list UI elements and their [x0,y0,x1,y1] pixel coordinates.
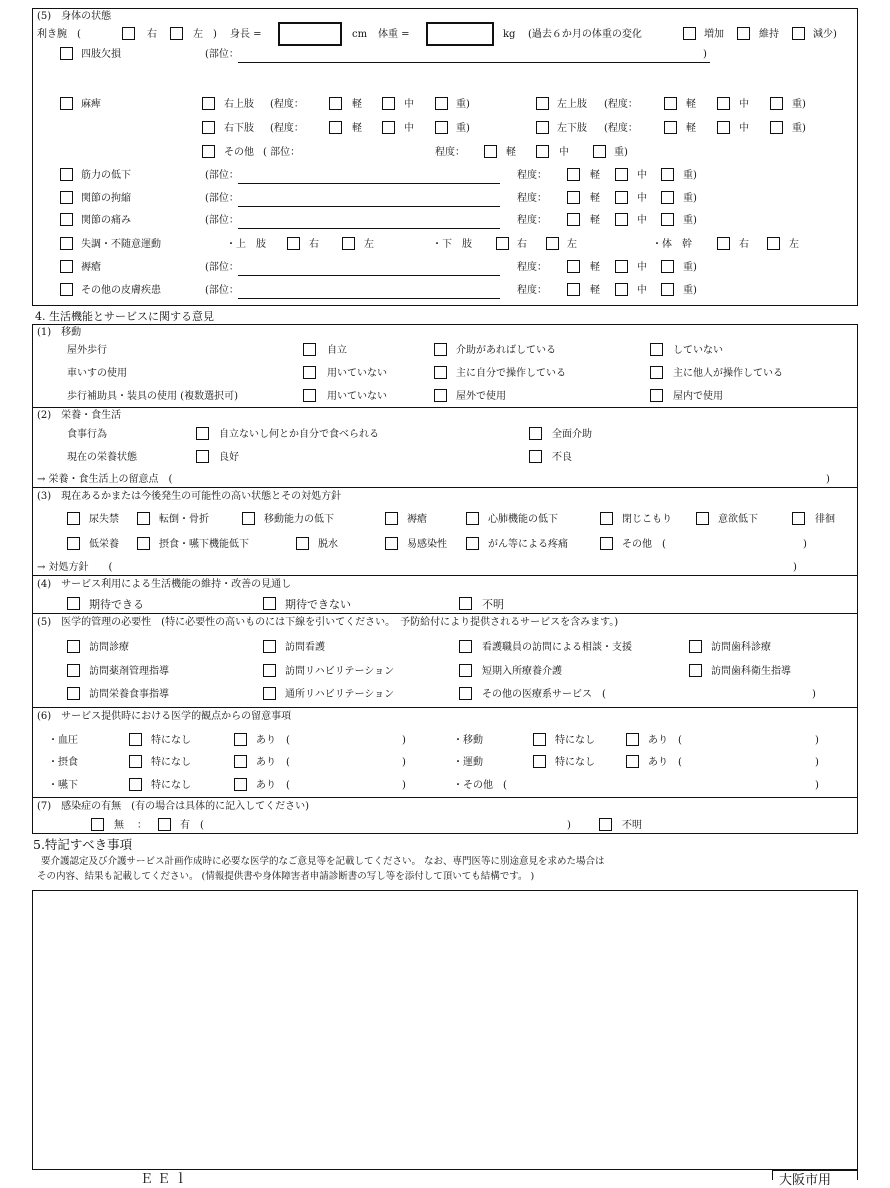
handedness-left-label: 左 [193,29,203,40]
short-stay-label: 短期入所療養介護 [482,666,562,677]
left-upper-light-checkbox[interactable] [664,97,677,110]
policy-close: ) [793,562,797,573]
pressure-sore-checkbox[interactable] [385,512,398,525]
ataxia-upper-left-label: 左 [364,239,374,250]
outlook-not-expected-checkbox[interactable] [263,597,276,610]
ataxia-lower-right-checkbox[interactable] [496,237,509,250]
outlook-title: (4) サービス利用による生活機能の維持・改善の見通し [37,579,292,590]
joint-contracture-heavy-label: 重) [683,193,697,204]
other-medical-checkbox[interactable] [459,687,472,700]
wheelchair-self-checkbox[interactable] [434,366,447,379]
outdoor-walk-independent-checkbox[interactable] [303,343,316,356]
special-notes-instruction-2: その内容、結果も記載してください。 (情報提供書や身体障害者申請診断書の写し等を添付して頂いても結構です。 ) [37,871,535,882]
left-upper-heavy-checkbox[interactable] [770,97,783,110]
paralysis-other-degree-label: 程度： [435,147,465,158]
mobility-decline-checkbox[interactable] [242,512,255,525]
home-visit-label: 訪問診療 [89,642,129,653]
nutrition-good-checkbox[interactable] [196,450,209,463]
home-dental-label: 訪問歯科診療 [711,642,771,653]
left-upper-limb-checkbox[interactable] [536,97,549,110]
handedness-left-checkbox[interactable] [170,27,183,40]
infection-yes-checkbox[interactable] [158,818,171,831]
infection-prone-label: 易感染性 [407,539,447,550]
policy-label: → 対処方針 ( [37,562,113,573]
right-upper-degree-label: (程度： [270,99,304,110]
exercise-label: ・運動 [453,757,483,768]
height-unit: cm [352,29,368,40]
divider-1 [32,407,858,408]
paralysis-other-heavy-checkbox[interactable] [593,145,606,158]
swallowing-label: 摂食・嚥下機能低下 [159,539,249,550]
walking-aids-none-checkbox[interactable] [303,389,316,402]
weight-decrease-checkbox[interactable] [792,27,805,40]
right-upper-light-checkbox[interactable] [329,97,342,110]
intake-yes-label: あり ( [256,757,290,768]
dehydration-checkbox[interactable] [296,537,309,550]
joint-pain-mid-label: 中 [637,215,647,226]
other-skin-checkbox[interactable] [60,283,73,296]
right-lower-heavy-label: 重) [456,123,470,134]
cancer-pain-checkbox[interactable] [466,537,479,550]
home-dental-checkbox[interactable] [689,640,702,653]
malnutrition-checkbox[interactable] [67,537,80,550]
infection-title: (7) 感染症の有無 (有の場合は具体的に記入してください) [37,801,309,812]
joint-contracture-checkbox[interactable] [60,191,73,204]
intake-yes-checkbox[interactable] [234,755,247,768]
eating-label: 食事行為 [67,429,107,440]
joint-pain-label: 関節の痛み [81,215,131,226]
section4-title: 4. 生活機能とサービスに関する意見 [35,310,214,323]
dental-hygiene-checkbox[interactable] [689,664,702,677]
outdoor-walk-assisted-label: 介助があればしている [456,345,556,356]
special-notes-instruction-1: 要介護認定及び介護サービス計画作成時に必要な医学的なご意見等を記載してください。 なお、専門医等に別途意見を求めた場合は [41,856,605,867]
bedsore-site-label: (部位： [205,262,239,273]
weight-change-label: (過去６か月の体重の変化 [528,29,642,40]
ataxia-upper-left-checkbox[interactable] [342,237,355,250]
infection-sep: ： [137,820,147,831]
day-rehab-checkbox[interactable] [263,687,276,700]
weight-input[interactable] [426,22,494,46]
other-skin-heavy-label: 重) [683,285,697,296]
outlook-not-expected-label: 期待できない [285,598,351,611]
wheelchair-none-checkbox[interactable] [303,366,316,379]
outdoor-walk-independent-label: 自立 [327,345,347,356]
other-skin-light-checkbox[interactable] [567,283,580,296]
bedsore-checkbox[interactable] [60,260,73,273]
handedness-right-label: 右 [147,29,157,40]
weight-unit: kg [503,29,516,40]
bedsore-site-line [238,275,500,276]
conditions-title: (3) 現在あるかまたは今後発生の可能性の高い状態とその対処方針 [37,491,342,502]
home-nutrition-checkbox[interactable] [67,687,80,700]
handedness-label: 利き腕 ( [37,29,81,40]
paralysis-label: 麻痺 [81,99,101,110]
divider-4 [32,613,858,614]
precautions-title: (6) サービス提供時における医学的観点からの留意事項 [37,711,292,722]
joint-contracture-site-line [238,206,500,207]
apathy-checkbox[interactable] [696,512,709,525]
dehydration-label: 脱水 [318,539,338,550]
right-upper-limb-label: 右上肢 [224,99,254,110]
joint-pain-light-checkbox[interactable] [567,213,580,226]
left-lower-limb-label: 左下肢 [557,123,587,134]
nutrition-title: (2) 栄養・食生活 [37,410,122,421]
ataxia-trunk-right-checkbox[interactable] [717,237,730,250]
nutrition-poor-label: 不良 [552,452,572,463]
wheelchair-label: 車いすの使用 [67,368,127,379]
outdoor-walk-not-checkbox[interactable] [650,343,663,356]
special-notes-textarea[interactable] [32,890,858,1170]
joint-contracture-site-label: (部位： [205,193,239,204]
other-skin-heavy-checkbox[interactable] [661,283,674,296]
ataxia-trunk-right-label: 右 [739,239,749,250]
height-label: 身長 = [230,29,262,40]
bedsore-light-label: 軽 [590,262,600,273]
right-upper-mid-checkbox[interactable] [382,97,395,110]
ataxia-label: 失調・不随意運動 [81,239,161,250]
walking-aids-indoor-checkbox[interactable] [650,389,663,402]
outdoor-walk-not-label: していない [673,345,723,356]
mobility-title: (1) 移動 [37,327,82,338]
handedness-close: ) [213,29,217,40]
ataxia-upper-label: ・上 肢 [226,239,266,250]
bp-yes-checkbox[interactable] [234,733,247,746]
swallow-close: ) [402,780,406,791]
intake-none-label: 特になし [151,757,191,768]
apathy-label: 意欲低下 [718,514,758,525]
other-medical-close: ) [812,689,816,700]
weight-decrease-label: 減少) [813,29,837,40]
precautions-other-close: ) [815,780,819,791]
weight-maintain-label: 維持 [759,29,779,40]
left-upper-mid-label: 中 [739,99,749,110]
swallow-none-label: 特になし [151,780,191,791]
limb-loss-checkbox[interactable] [60,47,73,60]
weight-maintain-checkbox[interactable] [737,27,750,40]
divider-2 [32,487,858,488]
limb-loss-close: ) [703,49,707,60]
nutrition-poor-checkbox[interactable] [529,450,542,463]
ataxia-lower-left-checkbox[interactable] [546,237,559,250]
wheelchair-self-label: 主に自分で操作している [456,368,566,379]
limb-loss-site-line [238,62,710,63]
cancer-pain-label: がん等による疼痛 [488,539,568,550]
move-close: ) [815,735,819,746]
move-none-label: 特になし [555,735,595,746]
incontinence-label: 尿失禁 [89,514,119,525]
exercise-yes-label: あり ( [648,757,682,768]
right-upper-heavy-checkbox[interactable] [435,97,448,110]
walking-aids-indoor-label: 屋内で使用 [673,391,723,402]
joint-pain-mid-checkbox[interactable] [615,213,628,226]
exercise-none-label: 特になし [555,757,595,768]
other-skin-mid-label: 中 [637,285,647,296]
outdoor-walk-label: 屋外歩行 [67,345,107,356]
intake-close: ) [402,757,406,768]
mobility-decline-label: 移動能力の低下 [264,514,334,525]
eating-self-label: 自立ないし何とか自分で食べられる [219,429,379,440]
outlook-expected-checkbox[interactable] [67,597,80,610]
infection-prone-checkbox[interactable] [385,537,398,550]
muscle-weakness-degree-label: 程度： [517,170,547,181]
right-lower-limb-checkbox[interactable] [202,121,215,134]
other-skin-label: その他の皮膚疾患 [81,285,161,296]
eating-self-checkbox[interactable] [196,427,209,440]
ataxia-lower-label: ・下 肢 [432,239,472,250]
muscle-weakness-light-checkbox[interactable] [567,168,580,181]
bp-yes-label: あり ( [256,735,290,746]
bp-close: ) [402,735,406,746]
bedsore-mid-label: 中 [637,262,647,273]
conditions-other-close: ) [803,539,807,550]
divider-5 [32,707,858,708]
walking-aids-outdoor-label: 屋外で使用 [456,391,506,402]
muscle-weakness-site-label: (部位： [205,170,239,181]
bedsore-heavy-checkbox[interactable] [661,260,674,273]
paralysis-other-light-label: 軽 [506,147,516,158]
cardiopulmonary-label: 心肺機能の低下 [488,514,558,525]
muscle-weakness-mid-label: 中 [637,170,647,181]
joint-pain-site-label: (部位： [205,215,239,226]
wandering-label: 徘徊 [815,514,835,525]
incontinence-checkbox[interactable] [67,512,80,525]
nurse-consult-checkbox[interactable] [459,640,472,653]
infection-yes-label: 有 ( [180,820,204,831]
infection-close: ) [567,820,571,831]
right-lower-mid-checkbox[interactable] [382,121,395,134]
move-yes-label: あり ( [648,735,682,746]
left-upper-mid-checkbox[interactable] [717,97,730,110]
right-upper-limb-checkbox[interactable] [202,97,215,110]
footer-right-stamp: 大阪市用 [772,1170,858,1180]
swallow-none-checkbox[interactable] [129,778,142,791]
height-input[interactable] [278,22,342,46]
short-stay-checkbox[interactable] [459,664,472,677]
wheelchair-others-checkbox[interactable] [650,366,663,379]
exercise-none-checkbox[interactable] [533,755,546,768]
joint-contracture-degree-label: 程度： [517,193,547,204]
swallowing-checkbox[interactable] [137,537,150,550]
limb-loss-site-label: (部位： [205,49,239,60]
nurse-consult-label: 看護職員の訪問による相談・支援 [482,642,632,653]
joint-pain-light-label: 軽 [590,215,600,226]
right-upper-mid-label: 中 [404,99,414,110]
paralysis-other-heavy-label: 重) [614,147,628,158]
walking-aids-outdoor-checkbox[interactable] [434,389,447,402]
infection-no-label: 無 [114,820,124,831]
conditions-other-label: その他 ( [622,539,666,550]
left-lower-limb-checkbox[interactable] [536,121,549,134]
intake-label: ・摂食 [48,757,78,768]
eating-full-assist-label: 全面介助 [552,429,592,440]
ataxia-trunk-label: ・体 幹 [652,239,692,250]
ataxia-checkbox[interactable] [60,237,73,250]
infection-no-checkbox[interactable] [91,818,104,831]
paralysis-other-mid-label: 中 [559,147,569,158]
right-lower-light-checkbox[interactable] [329,121,342,134]
wheelchair-none-label: 用いていない [327,368,387,379]
divider-6 [32,797,858,798]
swallow-yes-checkbox[interactable] [234,778,247,791]
bedsore-degree-label: 程度： [517,262,547,273]
paralysis-other-mid-checkbox[interactable] [536,145,549,158]
left-upper-light-label: 軽 [686,99,696,110]
infection-unknown-checkbox[interactable] [599,818,612,831]
nutrition-notes-label: → 栄養・食生活上の留意点 ( [37,474,173,485]
fall-fracture-label: 転倒・骨折 [159,514,209,525]
paralysis-checkbox[interactable] [60,97,73,110]
paralysis-other-label: その他 [224,147,254,158]
muscle-weakness-mid-checkbox[interactable] [615,168,628,181]
left-upper-limb-label: 左上肢 [557,99,587,110]
other-medical-label: その他の医療系サービス ( [482,689,606,700]
walking-aids-none-label: 用いていない [327,391,387,402]
nutrition-notes-close: ) [826,474,830,485]
muscle-weakness-light-label: 軽 [590,170,600,181]
right-lower-light-label: 軽 [352,123,362,134]
ataxia-trunk-left-label: 左 [789,239,799,250]
right-lower-degree-label: (程度： [270,123,304,134]
right-lower-mid-label: 中 [404,123,414,134]
other-skin-light-label: 軽 [590,285,600,296]
nutrition-state-label: 現在の栄養状態 [67,452,137,463]
home-nursing-label: 訪問看護 [285,642,325,653]
paralysis-other-checkbox[interactable] [202,145,215,158]
home-visit-checkbox[interactable] [67,640,80,653]
left-lower-light-checkbox[interactable] [664,121,677,134]
other-skin-site-label: (部位： [205,285,239,296]
joint-contracture-light-checkbox[interactable] [567,191,580,204]
limb-loss-label: 四肢欠損 [81,49,121,60]
divider-3 [32,575,858,576]
footer-left-fragment: Ｅ Ｅ ｌ [140,1172,188,1187]
home-pharmacy-label: 訪問薬剤管理指導 [89,666,169,677]
joint-contracture-heavy-checkbox[interactable] [661,191,674,204]
ataxia-upper-right-label: 右 [309,239,319,250]
joint-pain-heavy-label: 重) [683,215,697,226]
joint-pain-checkbox[interactable] [60,213,73,226]
muscle-weakness-label: 筋力の低下 [81,170,131,181]
ataxia-trunk-left-checkbox[interactable] [767,237,780,250]
body-state-title: (5) 身体の状態 [37,11,112,22]
move-label: ・移動 [453,735,483,746]
paralysis-other-light-checkbox[interactable] [484,145,497,158]
outdoor-walk-assisted-checkbox[interactable] [434,343,447,356]
malnutrition-label: 低栄養 [89,539,119,550]
right-upper-heavy-label: 重) [456,99,470,110]
ataxia-upper-right-checkbox[interactable] [287,237,300,250]
home-pharmacy-checkbox[interactable] [67,664,80,677]
bp-none-label: 特になし [151,735,191,746]
exercise-yes-checkbox[interactable] [626,755,639,768]
outlook-unknown-label: 不明 [482,598,504,611]
weight-increase-label: 増加 [704,29,724,40]
left-lower-mid-checkbox[interactable] [717,121,730,134]
exercise-close: ) [815,757,819,768]
pressure-sore-label: 褥瘡 [407,514,427,525]
joint-pain-heavy-checkbox[interactable] [661,213,674,226]
joint-contracture-label: 関節の拘縮 [81,193,131,204]
bedsore-label: 褥瘡 [81,262,101,273]
other-skin-site-line [238,298,500,299]
home-rehab-checkbox[interactable] [263,664,276,677]
fall-fracture-checkbox[interactable] [137,512,150,525]
bp-none-checkbox[interactable] [129,733,142,746]
left-upper-heavy-label: 重) [792,99,806,110]
other-skin-degree-label: 程度： [517,285,547,296]
right-upper-light-label: 軽 [352,99,362,110]
ataxia-lower-right-label: 右 [517,239,527,250]
right-lower-heavy-checkbox[interactable] [435,121,448,134]
bedsore-mid-checkbox[interactable] [615,260,628,273]
home-nutrition-label: 訪問栄養食事指導 [89,689,169,700]
outlook-unknown-checkbox[interactable] [459,597,472,610]
medical-management-title: (5) 医学的管理の必要性 (特に必要性の高いものには下線を引いてください。 予防給付により提供されるサービスを含みます。) [37,617,619,628]
left-lower-heavy-label: 重) [792,123,806,134]
bedsore-heavy-label: 重) [683,262,697,273]
handedness-right-checkbox[interactable] [122,27,135,40]
intake-none-checkbox[interactable] [129,755,142,768]
joint-contracture-mid-checkbox[interactable] [615,191,628,204]
joint-contracture-light-label: 軽 [590,193,600,204]
withdrawal-label: 閉じこもり [622,514,672,525]
cardiopulmonary-checkbox[interactable] [466,512,479,525]
muscle-weakness-heavy-label: 重) [683,170,697,181]
precautions-other-label: ・その他 ( [453,780,507,791]
move-yes-checkbox[interactable] [626,733,639,746]
dental-hygiene-label: 訪問歯科衛生指導 [711,666,791,677]
wandering-checkbox[interactable] [792,512,805,525]
special-notes-title: 5.特記すべき事項 [33,837,133,852]
outlook-expected-label: 期待できる [89,598,144,611]
left-lower-degree-label: (程度： [604,123,638,134]
right-lower-limb-label: 右下肢 [224,123,254,134]
home-nursing-checkbox[interactable] [263,640,276,653]
muscle-weakness-site-line [238,183,500,184]
swallow-yes-label: あり ( [256,780,290,791]
move-none-checkbox[interactable] [533,733,546,746]
conditions-other-checkbox[interactable] [600,537,613,550]
joint-pain-site-line [238,228,500,229]
eating-full-assist-checkbox[interactable] [529,427,542,440]
wheelchair-others-label: 主に他人が操作している [673,368,783,379]
muscle-weakness-heavy-checkbox[interactable] [661,168,674,181]
left-lower-heavy-checkbox[interactable] [770,121,783,134]
left-upper-degree-label: (程度： [604,99,638,110]
walking-aids-label: 歩行補助具・装具の使用 (複数選択可) [67,391,238,402]
nutrition-good-label: 良好 [219,452,239,463]
bp-label: ・血圧 [48,735,78,746]
weight-label: 体重 = [378,29,410,40]
ataxia-lower-left-label: 左 [567,239,577,250]
left-lower-light-label: 軽 [686,123,696,134]
home-rehab-label: 訪問リハビリテーション [285,666,395,677]
joint-pain-degree-label: 程度： [517,215,547,226]
weight-increase-checkbox[interactable] [683,27,696,40]
other-skin-mid-checkbox[interactable] [615,283,628,296]
muscle-weakness-checkbox[interactable] [60,168,73,181]
paralysis-other-site-label: ( 部位： [263,147,301,158]
bedsore-light-checkbox[interactable] [567,260,580,273]
swallow-label: ・嚥下 [48,780,78,791]
infection-unknown-label: 不明 [622,820,642,831]
left-lower-mid-label: 中 [739,123,749,134]
withdrawal-checkbox[interactable] [600,512,613,525]
joint-contracture-mid-label: 中 [637,193,647,204]
day-rehab-label: 通所リハビリテーション [285,689,395,700]
